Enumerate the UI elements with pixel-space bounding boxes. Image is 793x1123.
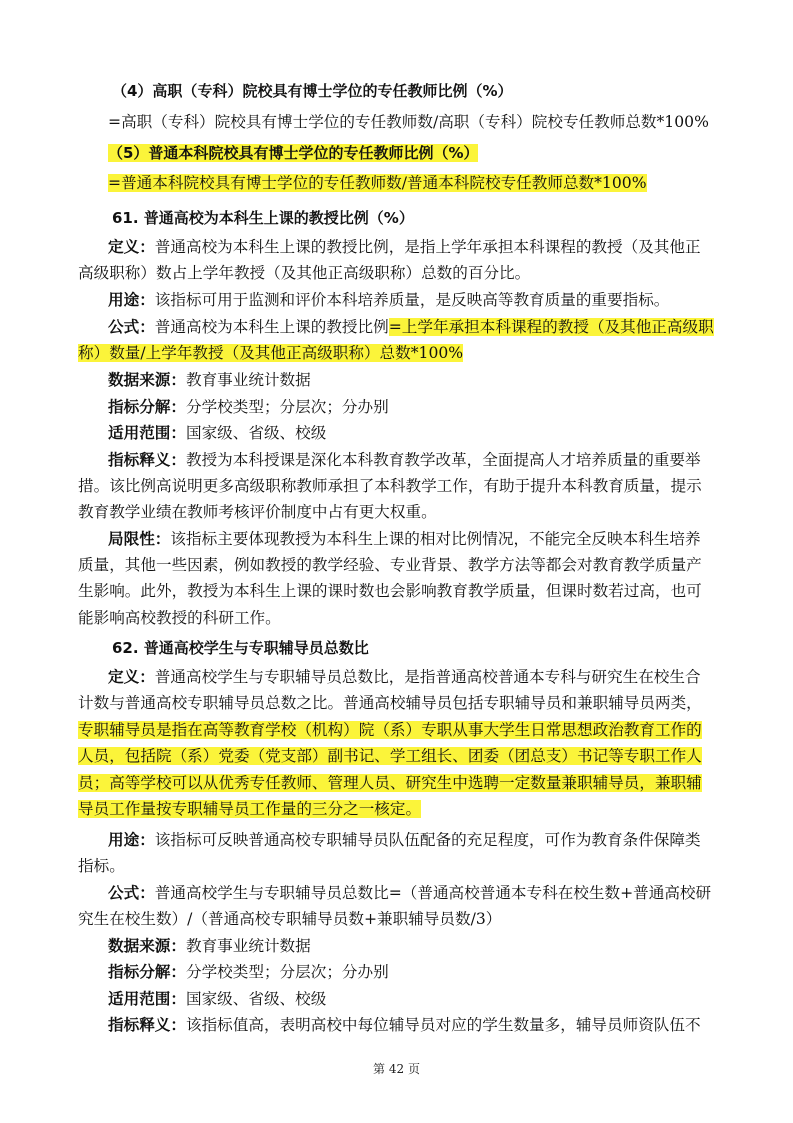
s62-breakdown-line <box>108 961 389 983</box>
s62-definition-line-5 <box>78 772 702 794</box>
s62-breakdown-text: 分学校类型；分层次；分办别 <box>185 963 389 981</box>
s61-definition-line-1 <box>108 236 701 258</box>
s62-scope-text: 国家级、省级、校级 <box>185 990 327 1008</box>
s61-limit-label: 局限性： <box>108 530 171 548</box>
s61-interp-text-1: 教授为本科授课是深化本科教育教学改革，全面提高人才培养质量的重要举 <box>185 451 701 469</box>
s62-definition-line-1 <box>108 666 701 688</box>
s62-definition-label: 定义： <box>108 668 155 686</box>
s61-definition-line-2: 高级职称）数占上学年教授（及其他正高级职称）总数的百分比。 <box>78 264 531 282</box>
s61-formula-line-2 <box>78 342 463 364</box>
s61-interp-label: 指标释义： <box>108 451 186 469</box>
s61-limit-line-3: 生影响。此外，教授为本科生上课的课时数也会影响教育教学质量，但课时数若过高，也可 <box>78 582 702 600</box>
s62-scope-line <box>108 988 326 1010</box>
s61-source-text: 教育事业统计数据 <box>185 371 311 389</box>
s62-use-line-2: 指标。 <box>78 857 125 875</box>
s61-limit-line-4: 能影响高校教授的科研工作。 <box>78 609 281 627</box>
s61-limit-text-1: 该指标主要体现教授为本科生上课的相对比例情况，不能完全反映本科生培养 <box>170 530 701 548</box>
s62-use-line-1 <box>108 829 701 851</box>
s62-formula-line-1 <box>108 882 711 904</box>
s62-interp-label: 指标释义： <box>108 1016 186 1034</box>
s61-scope-label: 适用范围： <box>108 424 186 442</box>
section-62-title: 62. 普通高校学生与专职辅导员总数比 <box>112 639 369 657</box>
item4-title: （4）高职（专科）院校具有博士学位的专任教师比例（%） <box>112 82 513 100</box>
s62-source-text: 教育事业统计数据 <box>185 937 311 955</box>
s61-limit-line-2: 质量，其他一些因素，例如教授的教学经验、专业背景、教学方法等都会对教育教学质量产 <box>78 556 702 574</box>
item5-formula <box>108 172 647 194</box>
highlight-s62-definition-5: 员；高等学校可以从优秀专任教师、管理人员、研究生中选聘一定数量兼职辅导员，兼职辅 <box>78 774 702 792</box>
page-number: 第 42 页 <box>373 1062 420 1076</box>
s61-definition-label: 定义： <box>108 238 155 256</box>
highlight-s62-definition-4: 人员，包括院（系）党委（党支部）副书记、学工组长、团委（团总支）书记等专职工作人 <box>78 747 702 765</box>
s62-definition-line-6 <box>78 798 421 820</box>
s61-use-line-1 <box>108 289 669 311</box>
s62-breakdown-label: 指标分解： <box>108 963 186 981</box>
s61-scope-line <box>108 422 326 444</box>
s62-definition-line-4 <box>78 745 702 767</box>
s62-scope-label: 适用范围： <box>108 990 186 1008</box>
s62-interp-text-1: 该指标值高，表明高校中每位辅导员对应的学生数量多，辅导员师资队伍不 <box>185 1016 701 1034</box>
highlight-s62-definition-6: 导员工作量按专职辅导员工作量的三分之一核定。 <box>78 800 422 818</box>
item5-title <box>108 142 478 164</box>
highlight-s61-formula-2: 称）数量/上学年教授（及其他正高级职称）总数*100% <box>78 344 464 362</box>
s61-formula-label: 公式： <box>108 318 155 336</box>
s62-source-label: 数据来源： <box>108 937 186 955</box>
s61-use-label: 用途： <box>108 291 155 309</box>
highlight-s62-definition-3: 专职辅导员是指在高等教育学校（机构）院（系）专职从事大学生日常思想政治教育工作的 <box>78 721 702 739</box>
s62-formula-text-1: 普通高校学生与专职辅导员总数比=（普通高校普通本专科在校生数+普通高校研 <box>154 884 712 902</box>
s61-formula-line-1 <box>108 316 714 338</box>
s62-formula-line-2: 究生在校生数）/（普通高校专职辅导员数+兼职辅导员数/3） <box>78 910 502 928</box>
s61-interp-line-2: 措。该比例高说明更多高级职称教师承担了本科教学工作，有助于提升本科教育质量，提示 <box>78 477 702 495</box>
s62-interp-line-1 <box>108 1014 701 1036</box>
highlight-item5-formula: =普通本科院校具有博士学位的专任教师数/普通本科院校专任教师总数*100% <box>108 174 647 192</box>
s62-use-text-1: 该指标可反映普通高校专职辅导员队伍配备的充足程度，可作为教育条件保障类 <box>154 831 701 849</box>
s62-formula-label: 公式： <box>108 884 155 902</box>
s62-definition-line-2: 计数与普通高校专职辅导员总数之比。普通高校辅导员包括专职辅导员和兼职辅导员两类， <box>78 694 702 712</box>
s61-definition-text-1: 普通高校为本科生上课的教授比例，是指上学年承担本科课程的教授（及其他正 <box>154 238 701 256</box>
s61-source-label: 数据来源： <box>108 371 186 389</box>
s61-use-text-1: 该指标可用于监测和评价本科培养质量，是反映高等教育质量的重要指标。 <box>154 291 670 309</box>
s61-breakdown-label: 指标分解： <box>108 398 186 416</box>
item4-formula: =高职（专科）院校具有博士学位的专任教师数/高职（专科）院校专任教师总数*100% <box>108 113 709 131</box>
section-61-title: 61. 普通高校为本科生上课的教授比例（%） <box>112 209 414 227</box>
s61-scope-text: 国家级、省级、校级 <box>185 424 327 442</box>
s62-use-label: 用途： <box>108 831 155 849</box>
s61-formula-text-plain: 普通高校为本科生上课的教授比例 <box>154 318 389 336</box>
s61-breakdown-text: 分学校类型；分层次；分办别 <box>185 398 389 416</box>
s62-source-line <box>108 935 311 957</box>
highlight-s61-formula-1: =上学年承担本科课程的教授（及其他正高级职 <box>388 318 714 336</box>
s62-definition-line-3 <box>78 719 702 741</box>
s61-interp-line-3: 教育教学业绩在教师考核评价制度中占有更大权重。 <box>78 503 437 521</box>
highlight-item5-title: （5）普通本科院校具有博士学位的专任教师比例（%） <box>108 144 479 162</box>
s61-interp-line-1 <box>108 449 701 471</box>
s61-source-line <box>108 369 311 391</box>
s61-limit-line-1 <box>108 528 701 550</box>
s62-definition-text-1: 普通高校学生与专职辅导员总数比，是指普通高校普通本专科与研究生在校生合 <box>154 668 701 686</box>
s61-breakdown-line <box>108 396 389 418</box>
